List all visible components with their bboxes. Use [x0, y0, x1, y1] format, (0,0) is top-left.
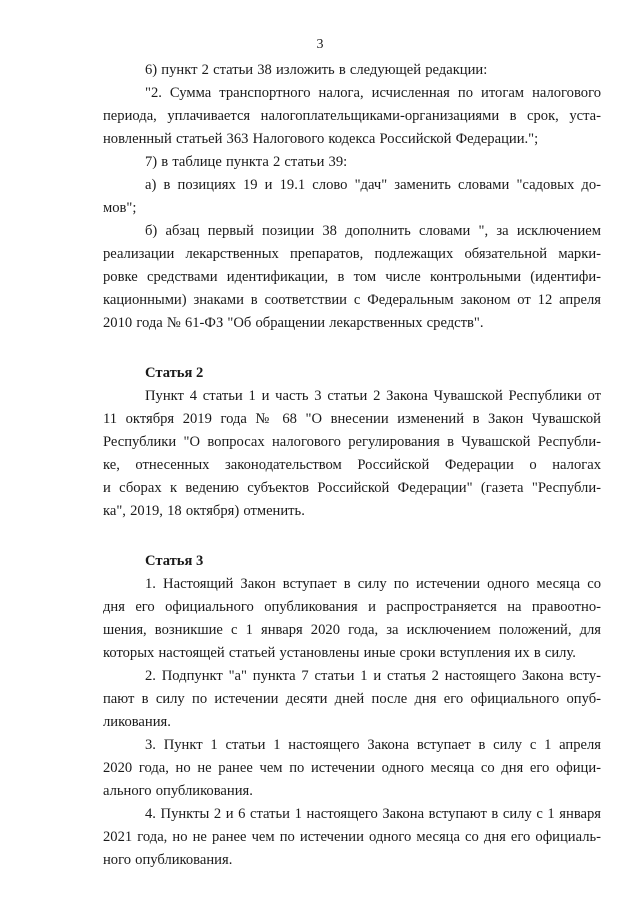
text-line: ровке средствами идентификации, в том числе контрольными (идентифи-: [103, 269, 601, 285]
text-line: 2021 года, но не ранее чем по истечении одного месяца со дня его официаль-: [103, 829, 601, 845]
text-line: ке, отнесенных законодательством Российской Федерации о налогах: [103, 457, 601, 473]
text-line: "2. Сумма транспортного налога, исчисленная по итогам налогового: [145, 85, 601, 101]
text-line: 7) в таблице пункта 2 статьи 39:: [145, 154, 348, 170]
paragraph: [103, 803, 601, 872]
paragraph: [103, 82, 601, 151]
document-body: [103, 59, 601, 872]
paragraph: [103, 734, 601, 803]
text-line: 11 октября 2019 года № 68 "О внесении изменений в Закон Чувашской: [103, 411, 601, 427]
text-line: Республики "О вопросах налогового регулирования в Чувашской Республи-: [103, 434, 601, 450]
text-line: Пункт 4 статьи 1 и часть 3 статьи 2 Закона Чувашской Республики от: [145, 388, 601, 404]
text-line: новленный статьей 363 Налогового кодекса Российской Федерации.";: [103, 131, 539, 147]
text-line: шения, возникшие с 1 января 2020 года, за исключением положений, для: [103, 622, 601, 638]
text-line: ликования.: [103, 714, 171, 730]
text-line: 2010 года № 61-ФЗ "Об обращении лекарственных средств".: [103, 315, 484, 331]
text-line: дня его официального опубликования и распространяется на правоотно-: [103, 599, 601, 615]
text-line: реализации лекарственных препаратов, подлежащих обязательной марки-: [103, 246, 601, 262]
text-line: ного опубликования.: [103, 852, 233, 868]
paragraph: [103, 220, 601, 335]
text-line: периода, уплачивается налогоплательщиками-организациями в срок, уста-: [103, 108, 601, 124]
text-line: 3. Пункт 1 статьи 1 настоящего Закона вступает в силу с 1 апреля: [145, 737, 601, 753]
text-line: а) в позициях 19 и 19.1 слово "дач" заменить словами "садовых до-: [145, 177, 601, 193]
article-heading: Статья 2: [145, 365, 204, 381]
paragraph: [103, 59, 601, 82]
paragraph: [103, 665, 601, 734]
paragraph: [103, 151, 601, 174]
text-line: и сборах к ведению субъектов Российской Федерации" (газета "Республи-: [103, 480, 601, 496]
page-number: 3: [316, 37, 324, 52]
section-spacer: [103, 523, 601, 550]
text-line: мов";: [103, 200, 137, 216]
text-line: 6) пункт 2 статьи 38 изложить в следующей редакции:: [145, 62, 488, 78]
paragraph: [103, 174, 601, 220]
text-line: 2. Подпункт "а" пункта 7 статьи 1 и статья 2 настоящего Закона всту-: [145, 668, 601, 684]
section-spacer: [103, 335, 601, 362]
text-line: ка", 2019, 18 октября) отменить.: [103, 503, 305, 519]
text-line: 2020 года, но не ранее чем по истечении одного месяца со дня его офици-: [103, 760, 601, 776]
text-line: 1. Настоящий Закон вступает в силу по истечении одного месяца со: [145, 576, 601, 592]
paragraph: [103, 573, 601, 665]
text-line: 4. Пункты 2 и 6 статьи 1 настоящего Закона вступают в силу с 1 января: [145, 806, 601, 822]
text-line: б) абзац первый позиции 38 дополнить словами ", за исключением: [145, 223, 601, 239]
text-line: пают в силу по истечении десяти дней после дня его официального опуб-: [103, 691, 601, 707]
article-heading: Статья 3: [145, 553, 204, 569]
text-line: ального опубликования.: [103, 783, 253, 799]
paragraph: [103, 385, 601, 523]
text-line: кационными) знаками в соответствии с Федеральным законом от 12 апреля: [103, 292, 601, 308]
text-line: которых настоящей статьей установлены иные сроки вступления их в силу.: [103, 645, 576, 661]
